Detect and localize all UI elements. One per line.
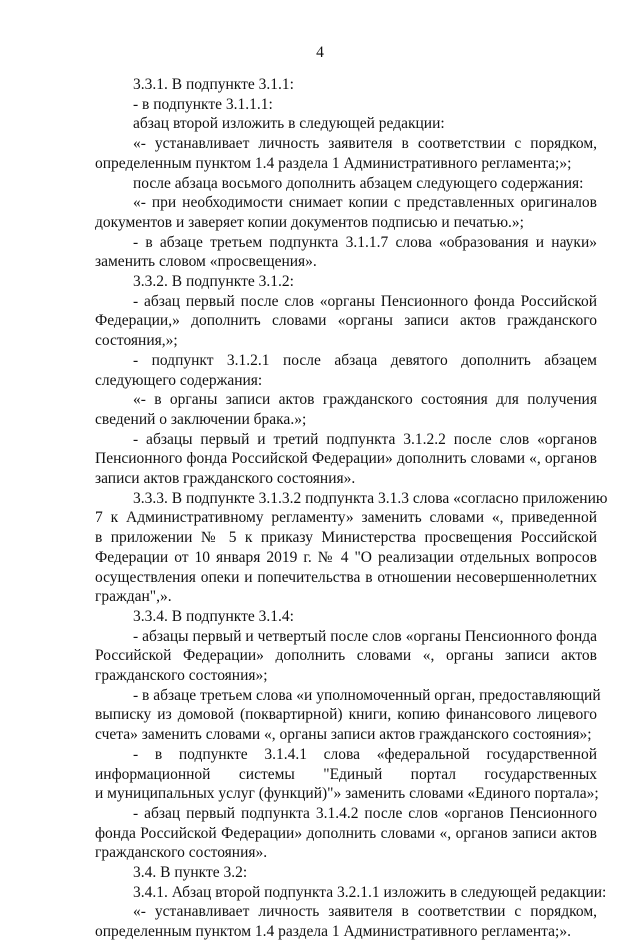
text-line: «- при необходимости снимает копии с представленных оригиналов — [133, 194, 597, 212]
text-line: определенным пунктом 1.4 раздела 1 Административного регламента;». — [95, 923, 571, 941]
text-line: 3.3.4. В подпункте 3.1.4: — [133, 607, 294, 625]
text-line: «- устанавливает личность заявителя в соответствии с порядком, — [133, 135, 597, 153]
text-line: 3.3.3. В подпункте 3.1.3.2 подпункта 3.1.3 слова «согласно приложению — [133, 489, 608, 507]
text-line: и муниципальных услуг (функций)"» заменить словами «Единого портала»; — [95, 785, 599, 803]
text-line: - подпункт 3.1.2.1 после абзаца девятого дополнить абзацем — [133, 351, 597, 369]
text-line: после абзаца восьмого дополнить абзацем следующего содержания: — [133, 174, 584, 192]
text-line: - в подпункте 3.1.4.1 слова «федеральной государственной — [133, 745, 597, 763]
text-line: информационной системы "Единый портал государственных — [95, 765, 597, 783]
page-number: 4 — [316, 44, 324, 61]
text-line: заменить словом «просвещения». — [95, 253, 317, 271]
text-line: - в абзаце третьем подпункта 3.1.1.7 слова «образования и науки» — [133, 233, 597, 251]
text-line: 3.3.2. В подпункте 3.1.2: — [133, 273, 294, 290]
text-line: Российской Федерации» дополнить словами «, органы записи актов — [95, 647, 597, 665]
text-line: «- в органы записи актов гражданского состояния для получения — [133, 391, 597, 409]
text-line: гражданского состояния»; — [95, 667, 268, 684]
text-line: «- устанавливает личность заявителя в соответствии с порядком, — [133, 903, 597, 921]
text-line: - абзац первый после слов «органы Пенсионного фонда Российской — [133, 292, 597, 310]
text-line: выписку из домовой (поквартирной) книги, копию финансового лицевого — [95, 706, 597, 724]
text-line: Федерации от 10 января 2019 г. № 4 "О реализации отдельных вопросов — [95, 548, 597, 566]
text-line: граждан",». — [95, 588, 172, 606]
text-line: состояния,»; — [95, 332, 178, 350]
text-line: осуществления опеки и попечительства в отношении несовершеннолетних — [95, 568, 597, 586]
text-line: следующего содержания: — [95, 371, 263, 389]
text-line: 3.4.1. Абзац второй подпункта 3.2.1.1 изложить в следующей редакции: — [133, 883, 607, 901]
text-line: абзац второй изложить в следующей редакции: — [133, 115, 445, 133]
text-line: 3.4. В пункте 3.2: — [133, 864, 248, 881]
text-line: - абзацы первый и четвертый после слов «органы Пенсионного фонда — [133, 627, 597, 645]
text-line: Пенсионного фонда Российской Федерации» дополнить словами «, органов — [95, 450, 597, 468]
text-line: гражданского состояния». — [95, 844, 268, 862]
text-line: Федерации,» дополнить словами «органы записи актов гражданского — [95, 312, 597, 330]
text-line: фонда Российской Федерации» дополнить словами «, органов записи актов — [95, 824, 597, 842]
text-line: определенным пунктом 1.4 раздела 1 Административного регламента;»; — [95, 154, 572, 172]
text-line: документов и заверяет копии документов подписью и печатью.»; — [95, 213, 524, 231]
text-line: 7 к Административному регламенту» заменить словами «, приведенной — [95, 509, 597, 527]
text-line: - абзац первый подпункта 3.1.4.2 после слов «органов Пенсионного — [133, 804, 597, 822]
text-line: сведений о заключении брака.»; — [95, 410, 307, 428]
text-line: - в абзаце третьем слова «и уполномоченный орган, предоставляющий — [133, 686, 601, 704]
text-line: в приложении № 5 к приказу Министерства просвещения Российской — [95, 529, 597, 547]
text-line: - в подпункте 3.1.1.1: — [133, 95, 273, 113]
text-line: 3.3.1. В подпункте 3.1.1: — [133, 76, 294, 93]
text-line: счета» заменить словами «, органы записи актов гражданского состояния»; — [95, 726, 592, 744]
text-line: - абзацы первый и третий подпункта 3.1.2.2 после слов «органов — [133, 430, 597, 448]
text-line: записи актов гражданского состояния». — [95, 470, 356, 487]
